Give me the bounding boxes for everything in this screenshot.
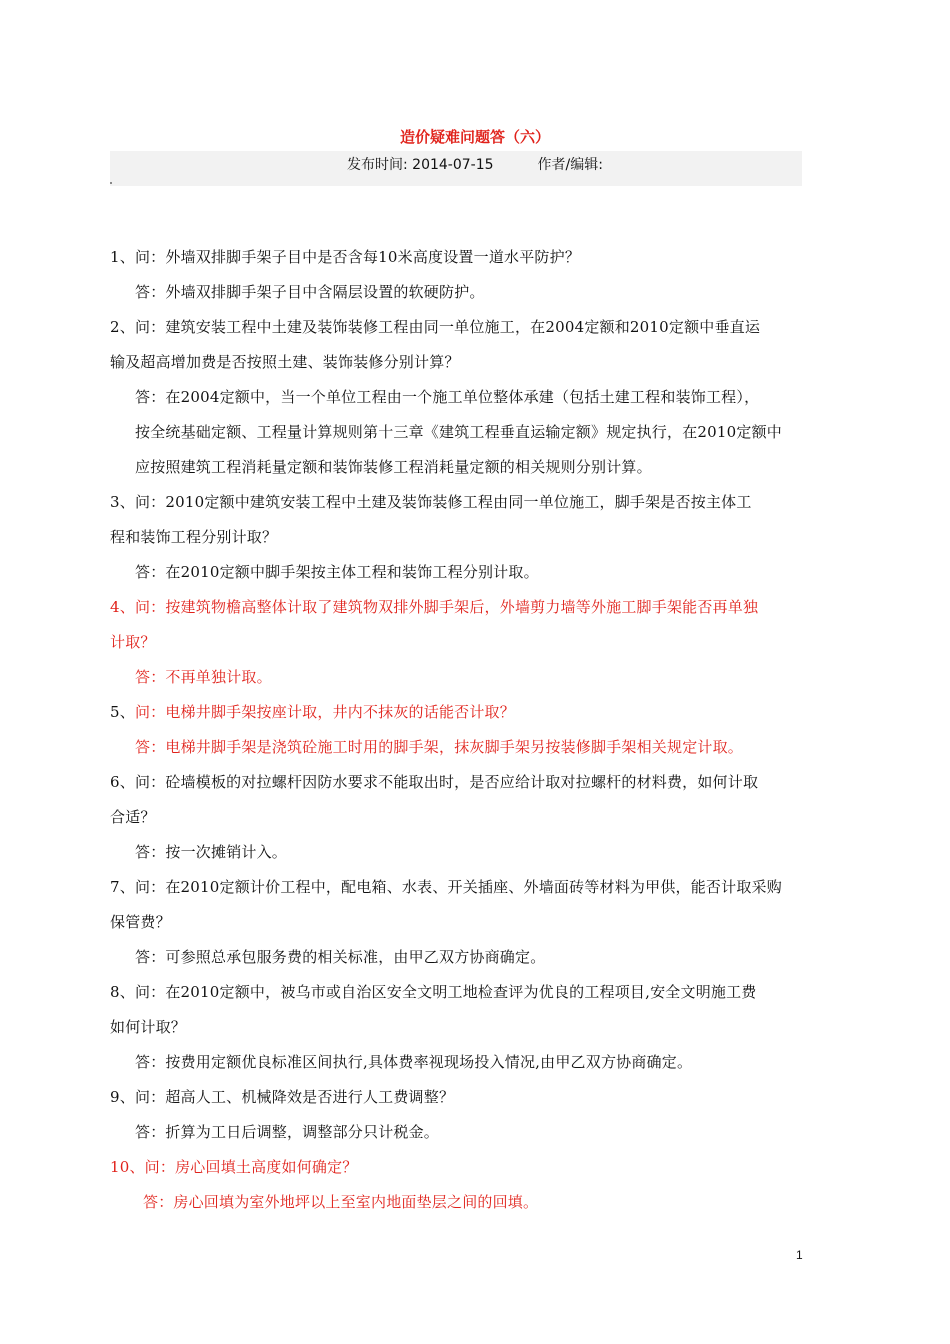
meta-marker (110, 182, 112, 184)
question-line: 10、问：房心回填土高度如何确定？ (110, 1158, 358, 1176)
question-number: 5、 (110, 703, 135, 721)
page-number: 1 (796, 1248, 803, 1262)
question-line: 2、问：建筑安装工程中土建及装饰装修工程由同一单位施工，在2004定额和2010定额中垂直运 (110, 318, 761, 336)
answer-line: 答：在2010定额中脚手架按主体工程和装饰工程分别计取。 (135, 563, 539, 581)
question-line: 4、问：按建筑物檐高整体计取了建筑物双排外脚手架后，外墙剪力墙等外施工脚手架能否再单独 (110, 598, 759, 616)
answer-line: 应按照建筑工程消耗量定额和装饰装修工程消耗量定额的相关规则分别计算。 (135, 458, 652, 476)
question-line: 8、问：在2010定额中，被乌市或自治区安全文明工地检查评为优良的工程项目,安全文明施工费 (110, 983, 757, 1001)
question-line: 合适？ (110, 808, 156, 826)
question-line: 1、问：外墙双排脚手架子目中是否含每10米高度设置一道水平防护？ (110, 248, 581, 266)
question-line: 如何计取？ (110, 1018, 187, 1036)
question-line: 6、问：砼墙模板的对拉螺杆因防水要求不能取出时，是否应给计取对拉螺杆的材料费，如何计取 (110, 773, 759, 791)
document-title: 造价疑难问题答（六） (399, 128, 550, 146)
answer-line: 答：外墙双排脚手架子目中含隔层设置的软硬防护。 (135, 283, 485, 301)
answer-line: 答：在2004定额中，当一个单位工程由一个施工单位整体承建（包括土建工程和装饰工程）， (135, 388, 760, 406)
author-label: 作者/编辑: (537, 157, 603, 173)
question-line (110, 695, 802, 730)
answer-line: 答：折算为工日后调整，调整部分只计税金。 (135, 1123, 440, 1141)
question-line: 保管费？ (110, 913, 171, 931)
question-line: 输及超高增加费是否按照土建、装饰装修分别计算？ (110, 353, 460, 371)
answer-line: 答：按费用定额优良标准区间执行,具体费率视现场投入情况,由甲乙双方协商确定。 (135, 1053, 693, 1071)
question-line: 3、问：2010定额中建筑安装工程中土建及装饰装修工程由同一单位施工，脚手架是否按主体工 (110, 493, 752, 511)
answer-line: 答：可参照总承包服务费的相关标准，由甲乙双方协商确定。 (135, 948, 546, 966)
question-line: 程和装饰工程分别计取？ (110, 528, 278, 546)
question-line: 9、问：超高人工、机械降效是否进行人工费调整？ (110, 1088, 455, 1106)
question-text: 问：电梯井脚手架按座计取，井内不抹灰的话能否计取？ (134, 703, 515, 721)
answer-line: 答：房心回填为室外地坪以上至室内地面垫层之间的回填。 (143, 1193, 539, 1211)
question-line: 7、问：在2010定额计价工程中，配电箱、水表、开关插座、外墙面砖等材料为甲供，能否计取采购 (110, 878, 782, 896)
question-line: 计取？ (110, 633, 156, 651)
meta-line (0, 154, 950, 174)
answer-line: 按全统基础定额、工程量计算规则第十三章《建筑工程垂直运输定额》规定执行，在2010定额中 (135, 423, 782, 441)
answer-line: 答：按一次摊销计入。 (135, 843, 288, 861)
qa-list (110, 240, 802, 1220)
publish-date: 发布时间: 2014-07-15 (347, 157, 494, 173)
answer-line: 答：电梯井脚手架是浇筑砼施工时用的脚手架，抹灰脚手架另按装修脚手架相关规定计取。 (135, 738, 744, 756)
answer-line: 答：不再单独计取。 (135, 668, 272, 686)
